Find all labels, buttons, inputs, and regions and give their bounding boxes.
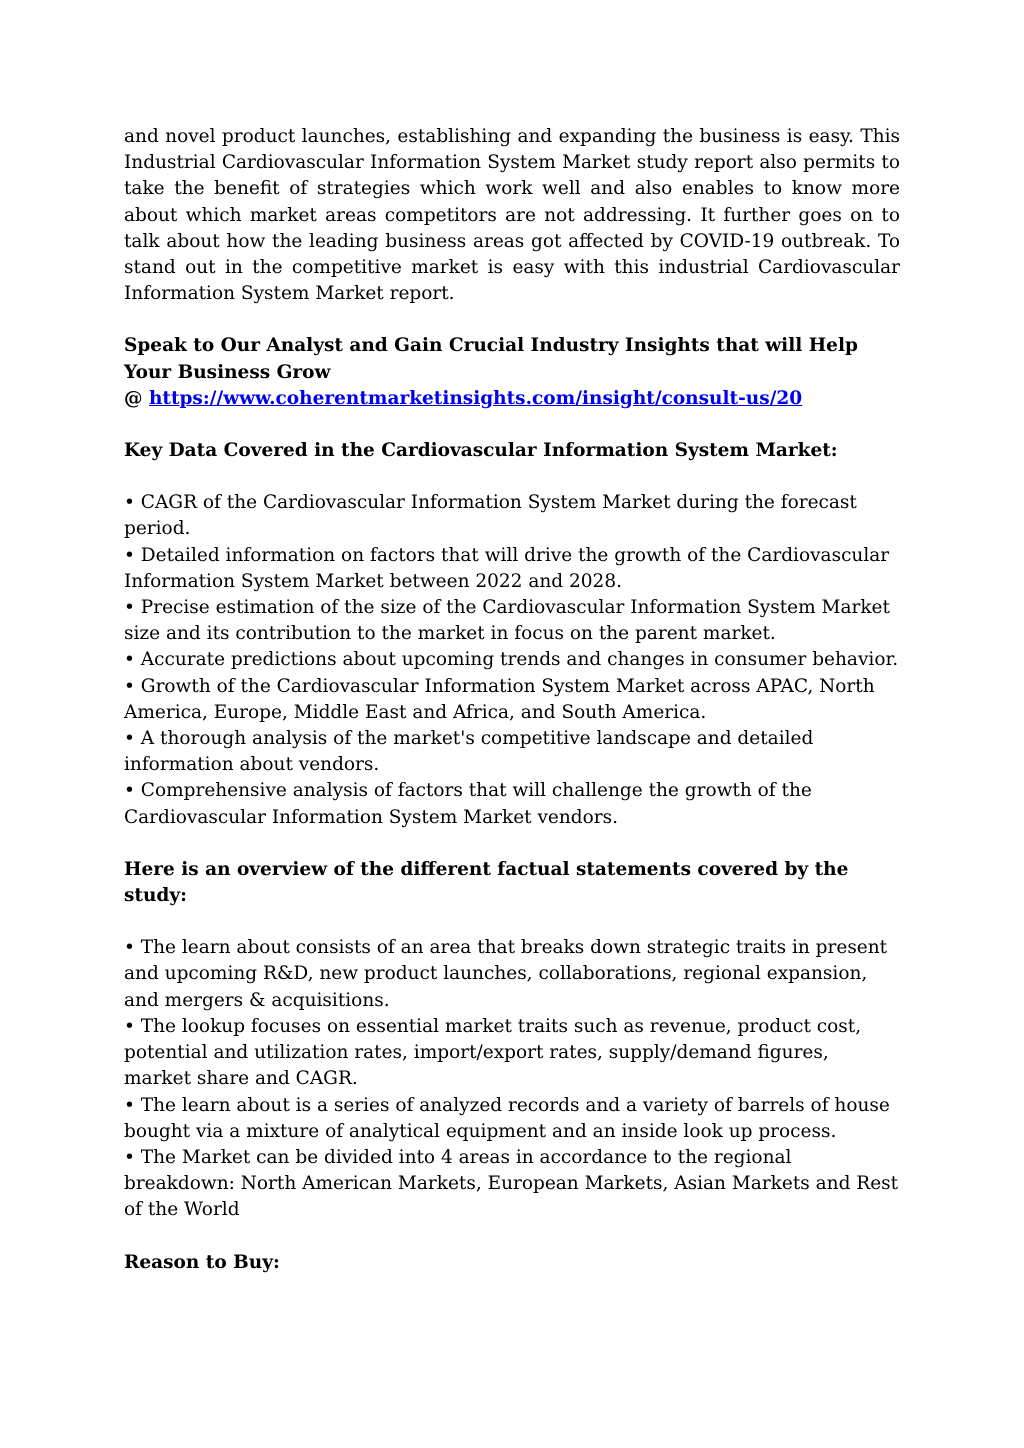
reason-to-buy-heading: Reason to Buy: xyxy=(124,1251,280,1273)
list-item: • Comprehensive analysis of factors that will challenge the growth of the Cardiovascular Information System Market vendors. xyxy=(124,780,812,828)
analyst-cta-link-line xyxy=(124,386,900,412)
analyst-cta-heading: Speak to Our Analyst and Gain Crucial Industry Insights that will Help Your Business Grow xyxy=(124,335,858,383)
overview-heading: Here is an overview of the different factual statements covered by the study: xyxy=(124,858,849,907)
list-item: • The learn about is a series of analyzed records and a variety of barrels of house bought via a mixture of analytical equipment and an inside look up process. xyxy=(124,1094,890,1142)
spacer xyxy=(124,412,900,438)
list-item: • CAGR of the Cardiovascular Information System Market during the forecast period. xyxy=(124,492,857,540)
document-page xyxy=(124,124,900,1276)
list-item: • Growth of the Cardiovascular Information System Market across APAC, North America, Europe, Middle East and Africa, and South America. xyxy=(124,675,875,723)
spacer xyxy=(124,1224,900,1250)
list-item: • Detailed information on factors that will drive the growth of the Cardiovascular Information System Market between 2022 and 2028. xyxy=(124,544,890,592)
spacer xyxy=(124,909,900,935)
spacer xyxy=(124,831,900,857)
spacer xyxy=(124,464,900,490)
key-data-list xyxy=(124,490,900,831)
spacer xyxy=(124,307,900,333)
consult-link[interactable]: https://www.coherentmarketinsights.com/insight/consult-us/20 xyxy=(148,387,803,409)
key-data-heading: Key Data Covered in the Cardiovascular Information System Market: xyxy=(124,440,838,462)
list-item: • The lookup focuses on essential market traits such as revenue, product cost, potential and utilization rates, import/export rates, supply/demand figures, market share and CAGR. xyxy=(124,1015,862,1090)
at-sign: @ xyxy=(124,387,143,409)
intro-paragraph: and novel product launches, establishing and expanding the business is easy. This Industrial Cardiovascular Information System Market study report also permits to take the benefit of strategies which work well and also enables to know more about which market areas competitors are not addressing. It further goes on to talk about how the leading business areas got affected by COVID-19 outbreak. To stand out in the competitive market is easy with this industrial Cardiovascular Information System Market report. xyxy=(124,126,900,305)
list-item: • A thorough analysis of the market's competitive landscape and detailed information about vendors. xyxy=(124,728,814,776)
overview-list xyxy=(124,935,900,1223)
list-item: • The learn about consists of an area that breaks down strategic traits in present and upcoming R&D, new product launches, collaborations, regional expansion, and mergers & acquisitions. xyxy=(124,937,888,1011)
list-item: • Accurate predictions about upcoming trends and changes in consumer behavior. xyxy=(124,649,899,671)
list-item: • Precise estimation of the size of the Cardiovascular Information System Market size and its contribution to the market in focus on the parent market. xyxy=(124,597,890,645)
list-item: • The Market can be divided into 4 areas in accordance to the regional breakdown: North American Markets, European Markets, Asian Markets and Rest of the World xyxy=(124,1146,899,1221)
